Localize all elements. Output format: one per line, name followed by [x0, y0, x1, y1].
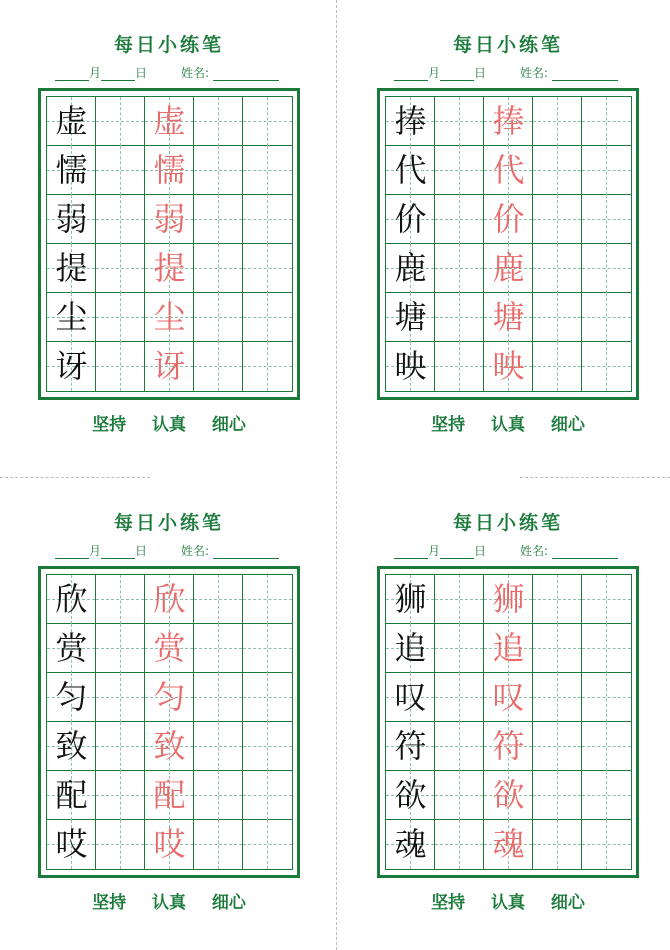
horizontal-divider-right	[520, 477, 670, 478]
tian-grid	[38, 566, 300, 878]
practice-cell[interactable]	[533, 342, 582, 391]
trace-character: 符	[492, 727, 525, 765]
day-label: 日	[474, 544, 487, 558]
practice-cell[interactable]	[582, 146, 631, 195]
footer-word: 坚持	[431, 893, 466, 913]
grid-row	[386, 820, 631, 869]
trace-cell	[484, 624, 533, 673]
grid-row	[47, 820, 292, 869]
trace-character: 尘	[153, 298, 186, 336]
practice-cell[interactable]	[243, 624, 292, 673]
practice-cell[interactable]	[194, 820, 243, 869]
model-cell	[386, 342, 435, 391]
tian-grid	[377, 566, 639, 878]
model-character: 欲	[394, 776, 427, 814]
footer-word: 细心	[211, 893, 246, 913]
model-character: 追	[394, 629, 427, 667]
grid-row	[47, 673, 292, 722]
grid-row	[47, 244, 292, 293]
card-title: 每日小练笔	[113, 512, 224, 534]
name-label: 姓名:	[520, 544, 549, 558]
grid-row	[386, 771, 631, 820]
practice-cell[interactable]	[243, 771, 292, 820]
grid-row	[47, 575, 292, 624]
model-character: 符	[394, 727, 427, 765]
trace-character: 捧	[492, 102, 525, 140]
model-cell	[386, 293, 435, 342]
model-character: 代	[394, 151, 427, 189]
model-cell	[386, 722, 435, 771]
practice-cell[interactable]	[194, 771, 243, 820]
model-cell	[47, 673, 96, 722]
trace-character: 哎	[153, 825, 186, 863]
footer-word: 认真	[491, 415, 525, 435]
day-blank[interactable]	[101, 545, 135, 559]
footer-word: 细心	[550, 893, 585, 913]
month-blank[interactable]	[394, 67, 428, 81]
day-blank[interactable]	[440, 545, 474, 559]
practice-cell[interactable]	[582, 722, 631, 771]
model-character: 赏	[55, 629, 88, 667]
footer-word: 细心	[550, 415, 585, 435]
card-footer	[377, 888, 639, 913]
month-label: 月	[89, 544, 102, 558]
trace-character: 虚	[153, 102, 186, 140]
practice-cell[interactable]	[582, 575, 631, 624]
model-cell	[47, 244, 96, 293]
month-blank[interactable]	[394, 545, 428, 559]
practice-cell[interactable]	[96, 820, 145, 869]
trace-cell	[145, 722, 194, 771]
practice-cell[interactable]	[194, 722, 243, 771]
model-character: 哎	[55, 825, 88, 863]
practice-cell[interactable]	[194, 575, 243, 624]
trace-cell	[145, 97, 194, 146]
model-cell	[386, 771, 435, 820]
date-name-line	[55, 64, 279, 81]
grid-row	[386, 342, 631, 391]
practice-cell[interactable]	[243, 722, 292, 771]
grid-row	[47, 293, 292, 342]
model-cell	[47, 293, 96, 342]
trace-character: 弱	[153, 200, 186, 238]
trace-character: 懦	[153, 151, 186, 189]
trace-cell	[145, 624, 194, 673]
practice-cell[interactable]	[435, 146, 484, 195]
practice-cell[interactable]	[243, 244, 292, 293]
vertical-divider	[336, 0, 337, 950]
practice-cell[interactable]	[194, 97, 243, 146]
model-character: 魂	[394, 825, 427, 863]
model-character: 映	[394, 347, 427, 385]
tian-grid	[38, 88, 300, 400]
month-label: 月	[428, 66, 441, 80]
footer-word: 坚持	[92, 415, 127, 435]
practice-cell[interactable]	[194, 146, 243, 195]
practice-cell[interactable]	[243, 146, 292, 195]
date-name-line	[394, 542, 618, 559]
practice-cell[interactable]	[582, 195, 631, 244]
grid-row	[47, 624, 292, 673]
month-label: 月	[428, 544, 441, 558]
model-cell	[47, 342, 96, 391]
card-title: 每日小练笔	[113, 34, 224, 56]
trace-character: 价	[492, 200, 525, 238]
card-title: 每日小练笔	[452, 512, 563, 534]
model-cell	[47, 575, 96, 624]
trace-cell	[145, 244, 194, 293]
model-cell	[386, 195, 435, 244]
model-cell	[386, 146, 435, 195]
practice-cell[interactable]	[435, 722, 484, 771]
model-cell	[386, 820, 435, 869]
model-cell	[386, 575, 435, 624]
trace-character: 欲	[492, 776, 525, 814]
footer-word: 认真	[152, 415, 186, 435]
practice-cell[interactable]	[194, 195, 243, 244]
practice-cell[interactable]	[533, 146, 582, 195]
name-label: 姓名:	[181, 544, 210, 558]
model-character: 欣	[55, 580, 88, 618]
model-cell	[47, 722, 96, 771]
model-cell	[47, 771, 96, 820]
practice-cell[interactable]	[533, 244, 582, 293]
trace-cell	[145, 293, 194, 342]
grid-row	[386, 97, 631, 146]
model-cell	[386, 97, 435, 146]
practice-cell[interactable]	[533, 624, 582, 673]
practice-cell[interactable]	[582, 97, 631, 146]
model-character: 捧	[394, 102, 427, 140]
model-cell	[47, 195, 96, 244]
month-blank[interactable]	[55, 67, 89, 81]
day-label: 日	[135, 66, 148, 80]
model-character: 懦	[55, 151, 88, 189]
practice-cell[interactable]	[194, 624, 243, 673]
model-cell	[47, 624, 96, 673]
day-label: 日	[135, 544, 148, 558]
trace-character: 狮	[492, 580, 525, 618]
practice-cell[interactable]	[435, 771, 484, 820]
tian-grid	[377, 88, 639, 400]
date-name-line	[394, 64, 618, 81]
grid-row	[47, 195, 292, 244]
practice-cell[interactable]	[243, 820, 292, 869]
trace-character: 讶	[153, 347, 186, 385]
trace-character: 赏	[153, 629, 186, 667]
practice-cell[interactable]	[243, 342, 292, 391]
practice-cell[interactable]	[96, 97, 145, 146]
grid-row	[386, 146, 631, 195]
model-cell	[47, 820, 96, 869]
model-character: 致	[55, 727, 88, 765]
trace-character: 欣	[153, 580, 186, 618]
month-label: 月	[89, 66, 102, 80]
practice-cell[interactable]	[435, 820, 484, 869]
model-character: 鹿	[394, 249, 427, 287]
practice-cell[interactable]	[582, 673, 631, 722]
trace-character: 追	[492, 629, 525, 667]
date-name-line	[55, 542, 279, 559]
model-character: 讶	[55, 347, 88, 385]
name-blank[interactable]	[552, 67, 618, 81]
name-blank[interactable]	[552, 545, 618, 559]
trace-cell	[145, 820, 194, 869]
card-footer	[377, 410, 639, 435]
practice-cell[interactable]	[243, 293, 292, 342]
practice-cell[interactable]	[533, 575, 582, 624]
practice-cell[interactable]	[96, 722, 145, 771]
practice-cell[interactable]	[96, 146, 145, 195]
model-cell	[47, 97, 96, 146]
practice-cell[interactable]	[582, 293, 631, 342]
trace-cell	[145, 673, 194, 722]
practice-cell[interactable]	[435, 293, 484, 342]
trace-cell	[484, 575, 533, 624]
practice-cell[interactable]	[533, 195, 582, 244]
trace-character: 配	[153, 776, 186, 814]
model-character: 价	[394, 200, 427, 238]
trace-cell	[484, 97, 533, 146]
model-cell	[47, 146, 96, 195]
practice-cell[interactable]	[243, 575, 292, 624]
trace-cell	[484, 146, 533, 195]
practice-cell[interactable]	[435, 342, 484, 391]
footer-word: 认真	[152, 893, 186, 913]
trace-character: 塘	[492, 298, 525, 336]
trace-cell	[484, 293, 533, 342]
trace-character: 叹	[492, 678, 525, 716]
practice-cell[interactable]	[435, 575, 484, 624]
name-label: 姓名:	[181, 66, 210, 80]
grid-row	[47, 342, 292, 391]
practice-cell[interactable]	[435, 195, 484, 244]
grid-row	[386, 293, 631, 342]
practice-cell[interactable]	[582, 624, 631, 673]
footer-word: 认真	[491, 893, 525, 913]
trace-cell	[145, 195, 194, 244]
model-character: 尘	[55, 298, 88, 336]
trace-character: 代	[492, 151, 525, 189]
practice-cell[interactable]	[96, 195, 145, 244]
model-cell	[386, 244, 435, 293]
practice-cell[interactable]	[582, 244, 631, 293]
grid-row	[386, 244, 631, 293]
grid-row	[47, 146, 292, 195]
month-blank[interactable]	[55, 545, 89, 559]
grid-row	[47, 97, 292, 146]
practice-cell[interactable]	[96, 673, 145, 722]
grid-row	[47, 771, 292, 820]
model-character: 弱	[55, 200, 88, 238]
model-character: 狮	[394, 580, 427, 618]
model-character: 塘	[394, 298, 427, 336]
practice-cell[interactable]	[96, 624, 145, 673]
practice-cell[interactable]	[243, 97, 292, 146]
practice-cell[interactable]	[243, 673, 292, 722]
footer-word: 坚持	[92, 893, 127, 913]
name-blank[interactable]	[213, 545, 279, 559]
grid-row	[386, 722, 631, 771]
day-blank[interactable]	[101, 67, 135, 81]
trace-cell	[484, 722, 533, 771]
trace-cell	[484, 673, 533, 722]
practice-cell[interactable]	[533, 293, 582, 342]
trace-character: 提	[153, 249, 186, 287]
trace-character: 鹿	[492, 249, 525, 287]
practice-cell[interactable]	[96, 244, 145, 293]
practice-cell[interactable]	[582, 342, 631, 391]
practice-cell[interactable]	[582, 771, 631, 820]
practice-cell[interactable]	[533, 722, 582, 771]
practice-cell[interactable]	[96, 342, 145, 391]
day-blank[interactable]	[440, 67, 474, 81]
trace-cell	[484, 820, 533, 869]
trace-cell	[145, 771, 194, 820]
practice-cell[interactable]	[194, 673, 243, 722]
model-character: 叹	[394, 678, 427, 716]
practice-cell[interactable]	[582, 820, 631, 869]
practice-cell[interactable]	[435, 244, 484, 293]
horizontal-divider-left	[0, 477, 150, 478]
practice-cell[interactable]	[435, 673, 484, 722]
footer-word: 细心	[211, 415, 246, 435]
footer-word: 坚持	[431, 415, 466, 435]
practice-cell[interactable]	[435, 624, 484, 673]
practice-cell[interactable]	[96, 575, 145, 624]
practice-cell[interactable]	[533, 820, 582, 869]
model-cell	[386, 624, 435, 673]
name-label: 姓名:	[520, 66, 549, 80]
grid-row	[386, 575, 631, 624]
practice-cell[interactable]	[194, 244, 243, 293]
model-character: 配	[55, 776, 88, 814]
card-title: 每日小练笔	[452, 34, 563, 56]
grid-row	[47, 722, 292, 771]
practice-cell[interactable]	[96, 771, 145, 820]
day-label: 日	[474, 66, 487, 80]
practice-cell[interactable]	[435, 97, 484, 146]
grid-row	[386, 195, 631, 244]
trace-cell	[145, 342, 194, 391]
grid-row	[386, 673, 631, 722]
grid-row	[386, 624, 631, 673]
card-footer	[38, 888, 300, 913]
model-character: 虚	[55, 102, 88, 140]
practice-cell[interactable]	[96, 293, 145, 342]
model-character: 匀	[55, 678, 88, 716]
practice-cell[interactable]	[194, 342, 243, 391]
card-footer	[38, 410, 300, 435]
practice-cell[interactable]	[243, 195, 292, 244]
practice-cell[interactable]	[533, 97, 582, 146]
model-cell	[386, 673, 435, 722]
practice-cell[interactable]	[194, 293, 243, 342]
practice-cell[interactable]	[533, 673, 582, 722]
trace-cell	[484, 342, 533, 391]
trace-cell	[145, 575, 194, 624]
name-blank[interactable]	[213, 67, 279, 81]
trace-cell	[484, 244, 533, 293]
model-character: 提	[55, 249, 88, 287]
trace-character: 致	[153, 727, 186, 765]
trace-cell	[484, 195, 533, 244]
trace-character: 映	[492, 347, 525, 385]
trace-character: 匀	[153, 678, 186, 716]
trace-cell	[484, 771, 533, 820]
trace-cell	[145, 146, 194, 195]
trace-character: 魂	[492, 825, 525, 863]
practice-cell[interactable]	[533, 771, 582, 820]
